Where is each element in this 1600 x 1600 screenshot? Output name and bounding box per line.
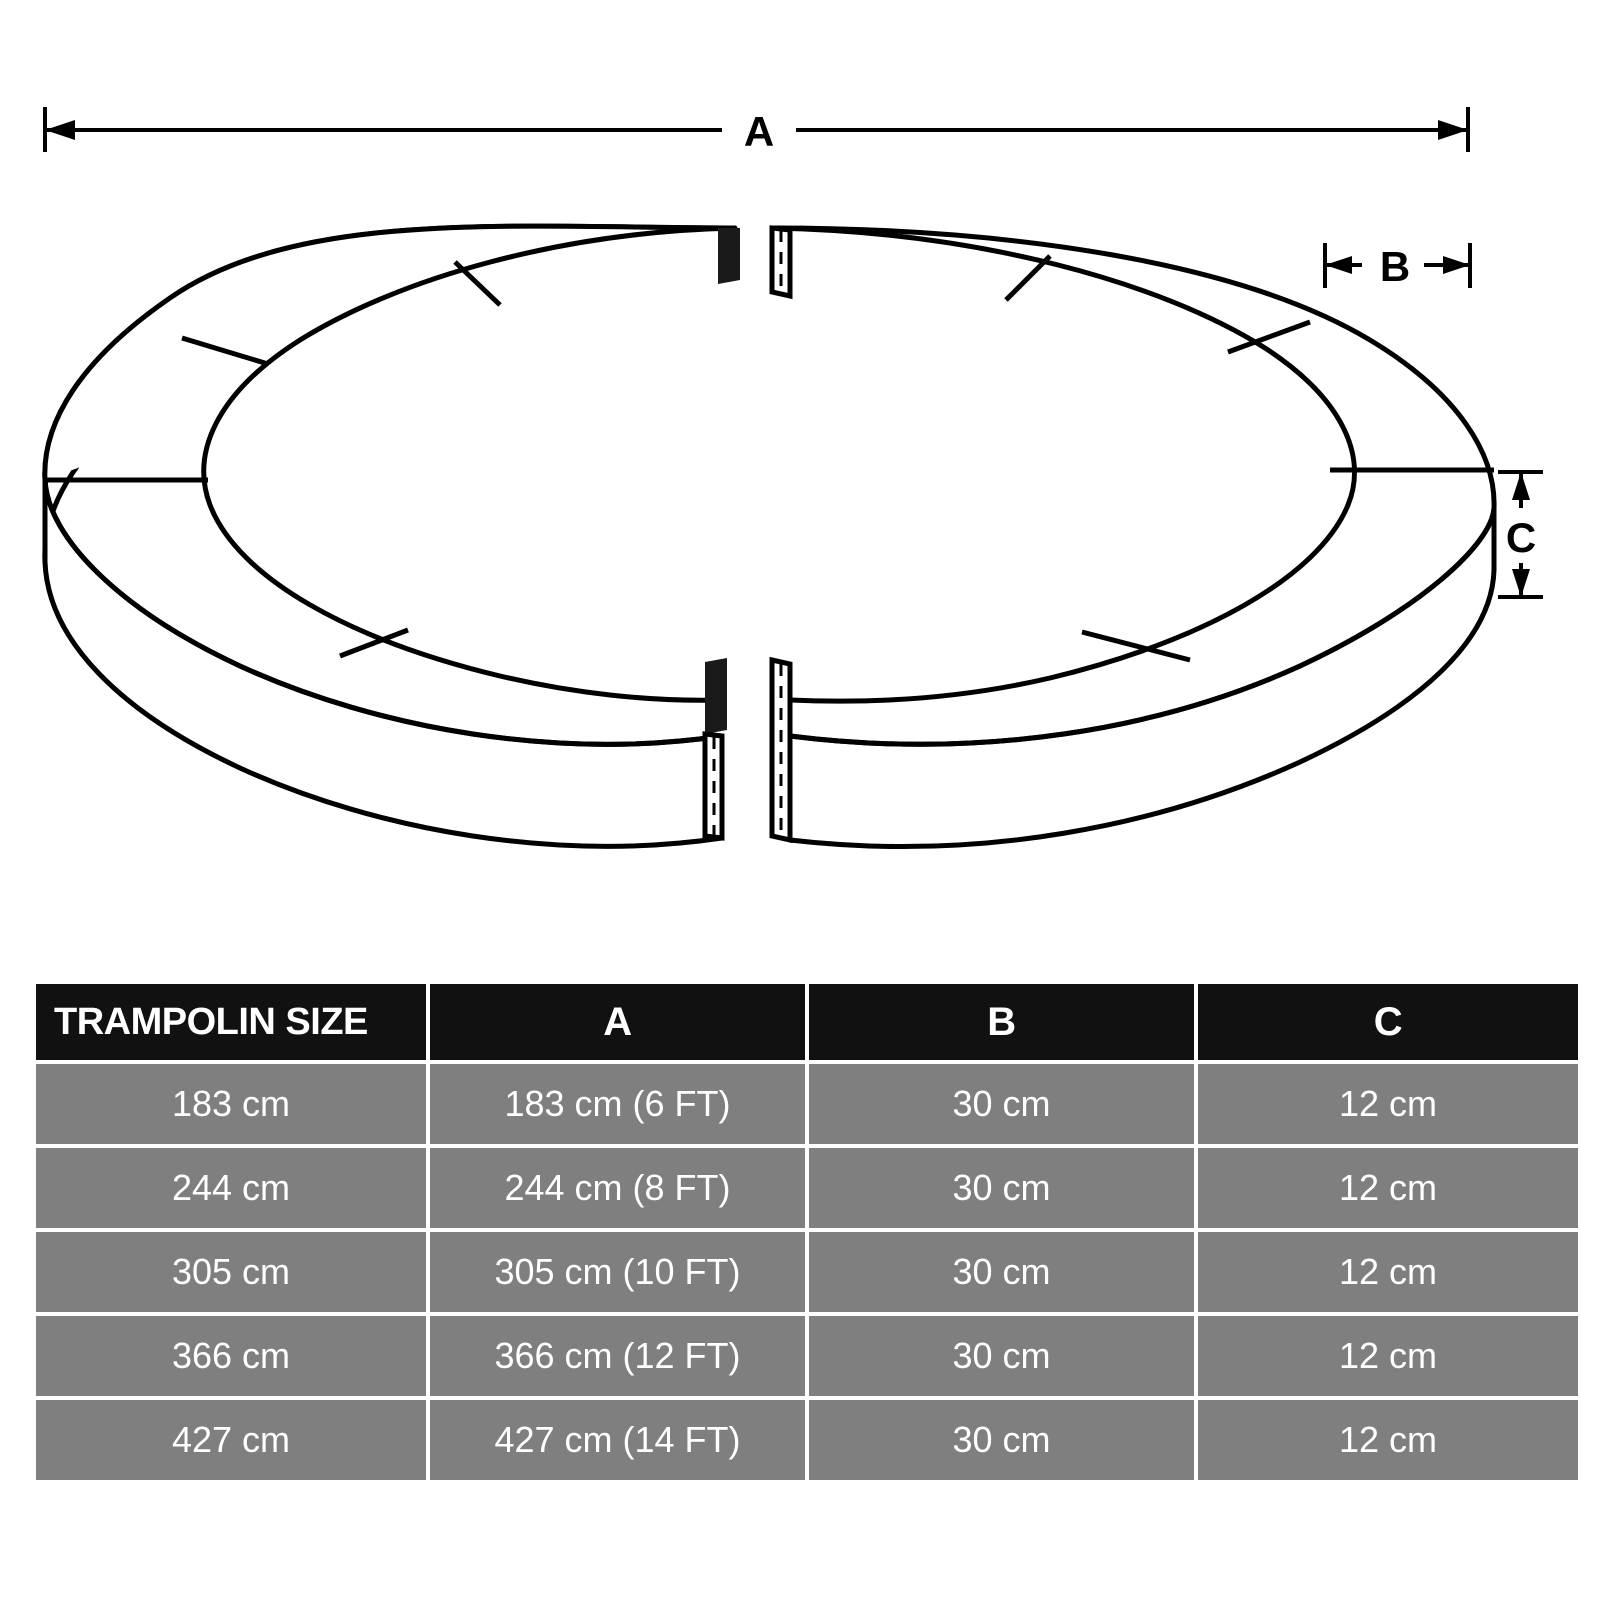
dimension-b-label: B bbox=[1379, 243, 1411, 290]
cell-size: 244 cm bbox=[36, 1148, 426, 1228]
dimension-c-label: C bbox=[1505, 514, 1537, 561]
cell-b: 30 cm bbox=[809, 1316, 1194, 1396]
size-table bbox=[32, 980, 1582, 1484]
cell-size: 366 cm bbox=[36, 1316, 426, 1396]
pad-end-block-top bbox=[718, 228, 740, 284]
pad-ring-left-half bbox=[45, 226, 740, 846]
cell-c: 12 cm bbox=[1198, 1148, 1578, 1228]
table-header-row bbox=[36, 984, 1578, 1060]
cell-size: 183 cm bbox=[36, 1064, 426, 1144]
cell-b: 30 cm bbox=[809, 1400, 1194, 1480]
cell-a: 305 cm (10 FT) bbox=[430, 1232, 805, 1312]
table-row bbox=[36, 1064, 1578, 1144]
dimension-b-group bbox=[1325, 243, 1470, 290]
table-header-b: B bbox=[809, 984, 1194, 1060]
cell-a: 244 cm (8 FT) bbox=[430, 1148, 805, 1228]
pad-ring-right-half bbox=[772, 228, 1494, 846]
dimension-a-label: A bbox=[743, 108, 775, 155]
cell-b: 30 cm bbox=[809, 1148, 1194, 1228]
table-row bbox=[36, 1316, 1578, 1396]
table-row bbox=[36, 1148, 1578, 1228]
cell-b: 30 cm bbox=[809, 1064, 1194, 1144]
cell-c: 12 cm bbox=[1198, 1400, 1578, 1480]
table-row bbox=[36, 1232, 1578, 1312]
cell-a: 427 cm (14 FT) bbox=[430, 1400, 805, 1480]
table-header-a: A bbox=[430, 984, 805, 1060]
cell-c: 12 cm bbox=[1198, 1316, 1578, 1396]
cell-size: 305 cm bbox=[36, 1232, 426, 1312]
cell-size: 427 cm bbox=[36, 1400, 426, 1480]
pad-end-block-bottom bbox=[705, 658, 727, 734]
table-header-trampolin-size: TRAMPOLIN SIZE bbox=[36, 984, 426, 1060]
dimension-a-group bbox=[45, 107, 1468, 155]
cell-c: 12 cm bbox=[1198, 1064, 1578, 1144]
cell-b: 30 cm bbox=[809, 1232, 1194, 1312]
dimension-c-group bbox=[1498, 472, 1543, 597]
cell-c: 12 cm bbox=[1198, 1232, 1578, 1312]
cell-a: 183 cm (6 FT) bbox=[430, 1064, 805, 1144]
table-header-c: C bbox=[1198, 984, 1578, 1060]
cell-a: 366 cm (12 FT) bbox=[430, 1316, 805, 1396]
table-row bbox=[36, 1400, 1578, 1480]
